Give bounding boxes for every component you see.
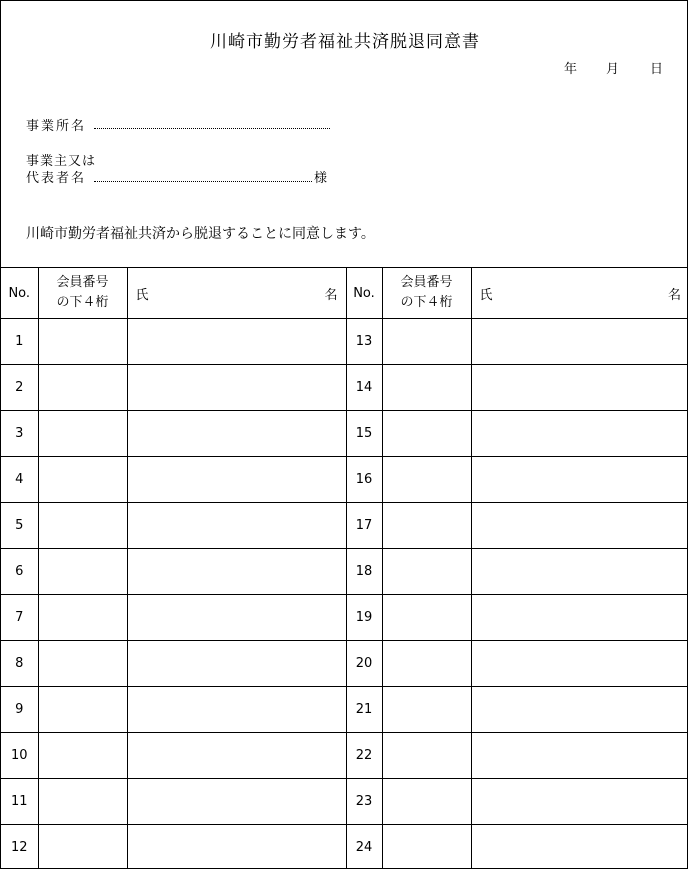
name-cell-right[interactable]: [471, 687, 688, 733]
name-cell-right[interactable]: [471, 365, 688, 411]
owner-name-field[interactable]: [94, 181, 312, 182]
member-number-cell-left[interactable]: [38, 365, 127, 411]
name-cell-right[interactable]: [471, 457, 688, 503]
member-number-cell-left[interactable]: [38, 825, 127, 870]
date-day-label: 日: [650, 62, 664, 77]
member-number-cell-right[interactable]: [382, 733, 471, 779]
consent-statement: 川崎市勤労者福祉共済から脱退することに同意します。: [26, 226, 375, 242]
member-number-cell-right[interactable]: [382, 595, 471, 641]
member-number-cell-right[interactable]: [382, 457, 471, 503]
table-row: [1, 411, 688, 457]
row-number-right: 24: [346, 825, 382, 870]
row-number-right: 18: [346, 549, 382, 595]
member-number-cell-right[interactable]: [382, 503, 471, 549]
member-number-cell-left[interactable]: [38, 457, 127, 503]
row-number-left: 8: [1, 641, 38, 687]
name-header-left: [127, 268, 346, 319]
name-cell-left[interactable]: [127, 779, 346, 825]
no-header-right: No.: [346, 268, 382, 319]
name-cell-right[interactable]: [471, 503, 688, 549]
row-number-right: 16: [346, 457, 382, 503]
name-cell-left[interactable]: [127, 549, 346, 595]
member-number-cell-right[interactable]: [382, 641, 471, 687]
row-number-right: 21: [346, 687, 382, 733]
business-name-label: 事業所名: [26, 119, 87, 134]
member-number-cell-left[interactable]: [38, 595, 127, 641]
table-header-row: [1, 268, 688, 319]
row-number-left: 2: [1, 365, 38, 411]
owner-suffix: 様: [314, 171, 328, 186]
row-number-left: 4: [1, 457, 38, 503]
row-number-right: 22: [346, 733, 382, 779]
name-cell-right[interactable]: [471, 549, 688, 595]
member-header-line2: の下４桁: [400, 295, 453, 310]
member-number-cell-right[interactable]: [382, 549, 471, 595]
name-cell-right[interactable]: [471, 319, 688, 365]
member-number-cell-left[interactable]: [38, 733, 127, 779]
row-number-right: 17: [346, 503, 382, 549]
member-number-cell-left[interactable]: [38, 319, 127, 365]
name-cell-left[interactable]: [127, 411, 346, 457]
row-number-right: 19: [346, 595, 382, 641]
name-cell-left[interactable]: [127, 595, 346, 641]
table-row: [1, 779, 688, 825]
member-number-cell-right[interactable]: [382, 687, 471, 733]
business-name-field[interactable]: [94, 128, 330, 129]
owner-label-line2: 代表者名: [26, 171, 87, 186]
name-cell-left[interactable]: [127, 687, 346, 733]
table-row: [1, 733, 688, 779]
member-number-cell-left[interactable]: [38, 411, 127, 457]
member-header-line1: 会員番号: [400, 275, 453, 290]
name-cell-left[interactable]: [127, 733, 346, 779]
row-number-left: 6: [1, 549, 38, 595]
member-header-line1: 会員番号: [56, 275, 109, 290]
table-row: [1, 641, 688, 687]
name-header-family: 名: [667, 287, 681, 303]
row-number-left: 9: [1, 687, 38, 733]
table-row: [1, 457, 688, 503]
row-number-left: 3: [1, 411, 38, 457]
name-cell-left[interactable]: [127, 457, 346, 503]
row-number-left: 5: [1, 503, 38, 549]
name-header-given: 氏: [479, 287, 493, 303]
member-table: [1, 267, 688, 869]
row-number-right: 13: [346, 319, 382, 365]
table-row: [1, 687, 688, 733]
name-header-family: 名: [324, 287, 338, 303]
row-number-right: 20: [346, 641, 382, 687]
member-number-header-right: [382, 268, 471, 319]
row-number-right: 14: [346, 365, 382, 411]
row-number-left: 12: [1, 825, 38, 870]
name-cell-left[interactable]: [127, 825, 346, 870]
member-number-cell-right[interactable]: [382, 825, 471, 870]
member-number-cell-left[interactable]: [38, 549, 127, 595]
name-header-given: 氏: [135, 287, 149, 303]
table-row: [1, 503, 688, 549]
name-cell-left[interactable]: [127, 503, 346, 549]
form-title: 川崎市勤労者福祉共済脱退同意書: [210, 32, 480, 52]
name-cell-right[interactable]: [471, 411, 688, 457]
row-number-left: 10: [1, 733, 38, 779]
row-number-right: 15: [346, 411, 382, 457]
date-month-label: 月: [606, 62, 620, 77]
member-number-cell-right[interactable]: [382, 779, 471, 825]
member-number-cell-left[interactable]: [38, 503, 127, 549]
name-cell-left[interactable]: [127, 641, 346, 687]
table-row: [1, 365, 688, 411]
no-header-left: No.: [1, 268, 38, 319]
name-cell-right[interactable]: [471, 825, 688, 870]
row-number-left: 11: [1, 779, 38, 825]
member-number-cell-right[interactable]: [382, 365, 471, 411]
table-row: [1, 319, 688, 365]
date-year-label: 年: [564, 62, 578, 77]
member-header-line2: の下４桁: [56, 295, 109, 310]
name-cell-left[interactable]: [127, 365, 346, 411]
name-cell-right[interactable]: [471, 733, 688, 779]
name-cell-right[interactable]: [471, 779, 688, 825]
name-cell-right[interactable]: [471, 595, 688, 641]
name-cell-right[interactable]: [471, 641, 688, 687]
name-header-right: [471, 268, 688, 319]
member-number-cell-right[interactable]: [382, 411, 471, 457]
row-number-left: 7: [1, 595, 38, 641]
member-number-cell-right[interactable]: [382, 319, 471, 365]
name-cell-left[interactable]: [127, 319, 346, 365]
row-number-left: 1: [1, 319, 38, 365]
member-number-cell-left[interactable]: [38, 687, 127, 733]
member-number-cell-left[interactable]: [38, 641, 127, 687]
owner-label-line1: 事業主又は: [26, 154, 97, 169]
member-number-cell-left[interactable]: [38, 779, 127, 825]
member-number-header-left: [38, 268, 127, 319]
table-row: [1, 595, 688, 641]
table-row: [1, 825, 688, 870]
table-row: [1, 549, 688, 595]
row-number-right: 23: [346, 779, 382, 825]
